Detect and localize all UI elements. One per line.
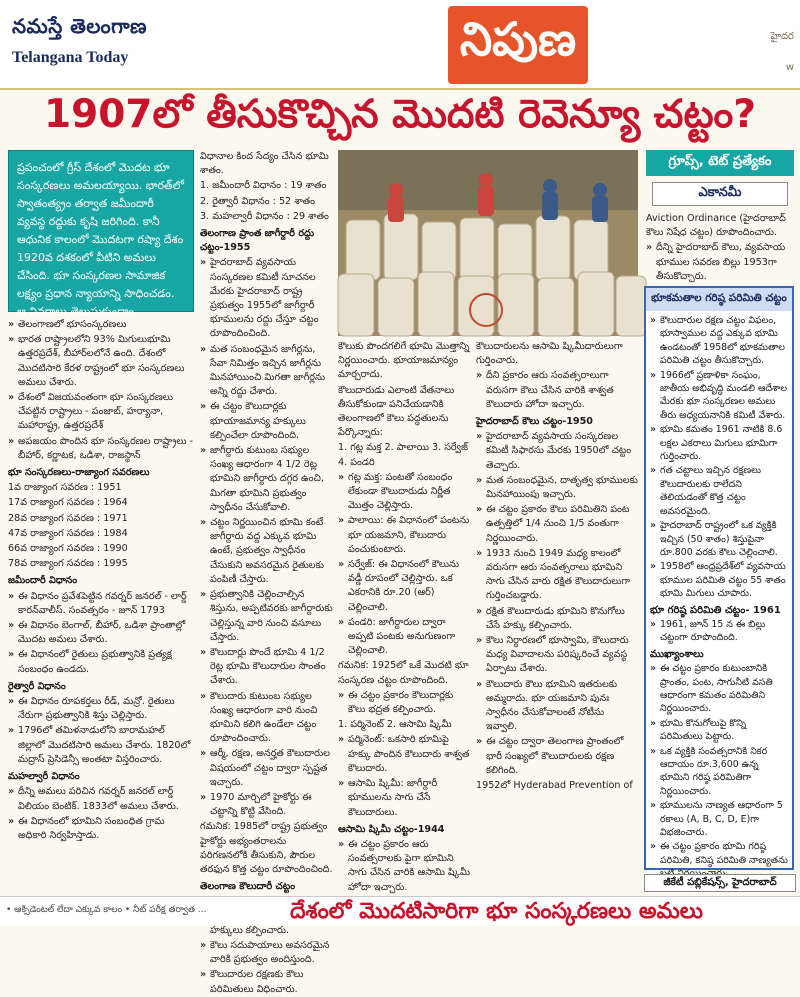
- list-item: » హక్కులు కల్పించారు.: [200, 895, 334, 938]
- publisher-credit: జీకేటీ పబ్లికేషన్స్, హైదరాబాద్: [644, 874, 796, 892]
- list-item: » 1958లో ఆంధ్రప్రదేశ్‌లో వ్యవసాయ భూముల పరిమితి చట్టం 55 శాతం భూమి మిగులు చూపారు.: [650, 560, 788, 600]
- list-item: » దీన్ని హైదరాబాద్ కౌలు, వ్యవసాయ భూముల సవరణ బిల్లు 1953గా తీసుకొచ్చారు.: [646, 241, 794, 284]
- photo-illustration: [338, 150, 638, 336]
- list-item: » కౌలుదార్లు పొందే భూమి 4 1/2 రెట్ల భూమి కౌలుదారుల సొంతం చేశారు.: [200, 646, 334, 689]
- list-item: » దీని ప్రకారం ఆరు సంవత్సరాలుగా వరుసగా కౌలు చేసిన వారికి శాశ్వత కౌలుదారు హోదా ఇచ్చారు.: [476, 369, 638, 412]
- list-item: » మత సంబంధమైన జాగీర్లను, సేవా నిమిత్తం ఇచ్చిన జాగీర్లను మినహాయించి మిగతా జాగీర్లను అన్ని రద్దు చేశారు.: [200, 343, 334, 400]
- list-item: » ఈ విధానం బెంగాల్, బీహార్, ఒడిశా ప్రాంతాల్లో మొదట అమలు చేశారు.: [8, 619, 194, 647]
- list-item: » దేశంలో విజయవంతంగా భూ సంస్కరణలు చేపట్టిన రాష్ట్రాలు - పంజాబ్, హర్యానా, మహారాష్ట్ర, ఉత్తరప్రదేశ్: [8, 391, 194, 434]
- paragraph: కౌలుదారుడు ఎలాంటి వేతనాలు తీసుకోకుండా పనిచేయడానికి తెలంగాణలో కౌలు పద్ధతులను పేర్కొన్నారు:: [338, 384, 455, 439]
- grain-sacks-photo: [338, 150, 638, 336]
- list-item: 66వ రాజ్యాంగ సవరణ : 1990: [8, 543, 128, 555]
- column-4: [476, 340, 638, 890]
- list-item: » ఈ చట్టం ప్రకారం కుటుంబానికి ప్రాంతం, పంట, సాగునీటి వసతి ఆధారంగా కమతం పరిమితిని నిర్ణయించారు.: [650, 662, 788, 716]
- groups-tet-tag: గ్రూప్స్, టెట్ ప్రత్యేకం: [646, 150, 794, 176]
- list-item: » భారత రాష్ట్రాలలోని 93% మిగులుభూమి ఉత్తరప్రదేశ్, బీహార్‌లలోనే ఉంది. దేశంలో మొదటిసారి కేరళ రాష్ట్రంలో భూ సంస్కరణలు అమలు చేశారు.: [8, 333, 194, 390]
- intro-box: ప్రపంచంలో గ్రీస్ దేశంలో మొదట భూ సంస్కరణలు అమలయ్యాయి. భారత్‌లో స్వాతంత్య్రం తర్వాత జమీందారీ వ్యవస్థ రద్దుకు కృషి జరిగింది. కానీ ఆధునిక కాలంలో మొదటగా రష్యా దేశం 1920వ దశకంలో వీటిని అమలు చేసింది. భూ సంస్కరణల సామాజిక లక్ష్యం ప్రధాన న్యాయాన్ని సాధించడం. ఆ వివరాలు తెలుసుకుందాం.: [8, 150, 194, 312]
- list-item: » ఈ విధానంలో రైతులు ప్రభుత్వానికి ప్రత్యక్ష సంబంధం ఉండదు.: [8, 648, 194, 676]
- nipuna-section-logo: నిపుణ: [448, 6, 588, 84]
- list-item: 2. రైత్వారీ విధానం : 52 శాతం: [200, 195, 315, 207]
- list-item: » 1966లో ప్రణాళికా సంఘం, జాతీయ అభివృద్ధి మండలి ఆదేశాల మేరకు భూ సంస్కరణల అమలు తీరు అధ్యయనానికి కమిటీ వేశారు.: [650, 369, 788, 423]
- list-item: » అపజయం పొందిన భూ సంస్కరణల రాష్ట్రాలు - బీహార్, కర్ణాటక, ఒడిశా, రాజస్థాన్: [8, 435, 194, 463]
- box-content: [646, 311, 792, 866]
- section-heading: రైత్వారీ విధానం: [8, 680, 66, 692]
- list-item: » కౌలుదారుల రక్షణకు కౌలు పరిమితులు విధించారు.: [200, 968, 334, 996]
- list-item: » కౌలుదారుల రక్షణ చట్టం విఫలం, భూస్వాముల వద్ద ఎక్కువ భూమి ఉండటంతో 1958లో భూకమతాల పరిమితి చట్టం తీసుకొచ్చారు.: [650, 314, 788, 368]
- list-item: » సర్వేజ్: ఈ విధానంలో కౌలును వడ్డీ రూపంలో చెల్లిస్తారు. ఒక ఎకరానికి రూ.20 (ఆర్) చెల్లించాలి.: [338, 558, 472, 615]
- list-item: » గత చట్టాలు ఇచ్చిన రక్షణలు కౌలుదారులకు రాలేదని తెలియడంతో కొత్త చట్టం అవసరమైంది.: [650, 464, 788, 518]
- list-item: » ఈ విధానం ప్రవేశపెట్టిన గవర్నర్ జనరల్ - లార్డ్ కారన్‌వాలీస్. సంవత్సరం - జూన్ 1793: [8, 590, 194, 618]
- right-top-text: [646, 212, 794, 282]
- list-item: » హైదరాబాద్ వ్యవసాయ సంస్కరణల కమిటీ సిఫారసు మేరకు 1950లో చట్టం తెచ్చారు.: [476, 430, 638, 473]
- masthead: [0, 0, 800, 90]
- list-item: » కౌలు నిర్ధారణలో భూస్వామి, కౌలుదారు మధ్య వివాదాలను పరిష్కరించే వ్యవస్థ ఏర్పాటు చేశారు.: [476, 634, 638, 677]
- list-item: » ఆర్మీ, రక్షణ, అనర్హత కౌలుదారుల విషయంలో చట్టం ద్వారా స్పష్టత ఇచ్చారు.: [200, 747, 334, 790]
- list-item: 28వ రాజ్యాంగ సవరణ : 1971: [8, 512, 128, 524]
- brand-telugu: నమస్తే తెలంగాణ: [12, 14, 148, 38]
- list-item: » దీన్ని అమలు పరిచిన గవర్నర్ జనరల్ లార్డ్ విలియం బెంటిక్. 1833లో అమలు చేశారు.: [8, 785, 194, 813]
- section-heading: జమీందారీ విధానం: [8, 575, 78, 587]
- brand-english: Telangana Today: [12, 49, 129, 66]
- column-1: [8, 318, 194, 888]
- list-item: » మత సంబంధమైన, దాతృత్వ భూములకు మినహాయింపు ఇచ్చారు.: [476, 474, 638, 502]
- paragraph: Aviction Ordinance (హైదరాబాద్ కౌలు నిషేధ చట్టం) రూపొందించారు.: [646, 213, 786, 239]
- list-item: » ఈ చట్టం ద్వారా తెలంగాణ ప్రాంతంలో భారీ సంఖ్యలో కౌలుదారులకు రక్షణ కలిగింది.: [476, 735, 638, 778]
- column-3: [338, 340, 472, 893]
- note: గమనిక: 1925లో ఒకే మొదటి భూ సంస్కరణ చట్టం రూపొందింది.: [338, 660, 469, 686]
- list-item: » ప్రభుత్వానికి చెల్లించాల్సిన శిస్తును, అప్పటివరకు జాగీర్దారుకు చెల్లిస్తున్న వారి నుంచి వసూలు చేస్తారు.: [200, 588, 334, 645]
- paragraph: 1. పర్మినెంట్ 2. ఆసామి ష్కిమీ: [338, 719, 452, 731]
- publication-brand: [12, 14, 147, 67]
- column-2: [200, 150, 334, 995]
- bottom-strip: [0, 896, 800, 925]
- list-item: 3. మహల్వారీ విధానం : 29 శాతం: [200, 210, 329, 222]
- list-item: » ఈ చట్టం ప్రకారం కౌలుదార్లకు కౌలు భద్రత కల్పించారు.: [338, 689, 472, 717]
- list-item: 1. జమీందారీ విధానం : 19 శాతం: [200, 180, 327, 192]
- list-item: » తెలంగాణలో భూసంస్కరణలు: [8, 318, 194, 332]
- list-item: » చట్టం నిర్ణయించిన భూమి కంటే జాగీర్దారు వద్ద ఎక్కువ భూమి ఉంటే, ప్రభుత్వం స్వాధీనం చేసుకుని అవసరమైన రైతులకు పంపిణీ చేస్తారు.: [200, 516, 334, 587]
- list-item: » హైదరాబాద్ వ్యవసాయ సంస్కరణల కమిటీ సూచనల మేరకు హైదరాబాద్ రాష్ట్ర ప్రభుత్వం 1955లో జాగీర్దారీ భూములను రద్దు చేస్తూ చట్టం రూపొందించింది.: [200, 256, 334, 341]
- paragraph: 1952లో Hyderabad Prevention of: [476, 780, 633, 792]
- list-item: » 1970 మార్చిలో హైకోర్టు ఈ చట్టాన్ని కొట్టి వేసింది.: [200, 791, 334, 819]
- economics-tag: ఎకానమీ: [652, 182, 788, 206]
- list-item: 47వ రాజ్యాంగ సవరణ : 1984: [8, 527, 128, 539]
- section-heading: మహల్వారీ విధానం: [8, 771, 80, 783]
- list-item: » హైదరాబాద్ రాష్ట్రంలో ఒక వ్యక్తికి ఇచ్చిన (50 శాతం) శిస్తుపైనా రూ.800 వరకు కౌలు చెల్లించాలి.: [650, 519, 788, 559]
- list-item: » కౌలుదారు కౌలు భూమిని ఇతరులకు అమ్మరాదు. భూ యజమాని పునః స్వాధీనం చేసుకోవాలంటే నోటీసు ఇవ్వాలి.: [476, 678, 638, 735]
- list-item: » కౌలు సదుపాయాలు అవసరమైన వారికి ప్రభుత్వం అందిస్తుంది.: [200, 939, 334, 967]
- section-heading: తెలంగాణ ప్రాంత జాగీర్దారీ రద్దు చట్టం-1955: [200, 228, 315, 254]
- section-heading: తెలంగాణ కౌలుదారీ చట్టం: [200, 881, 296, 893]
- list-item: » 1933 నుంచి 1949 మధ్య కాలంలో వరుసగా ఆరు సంవత్సరాలు భూమిని సాగు చేసిన వారు రక్షిత కౌలుదారులుగా గుర్తించబడ్డారు.: [476, 547, 638, 604]
- paragraph: కౌలుకు పొందగలిగే భూమి మొత్తాన్ని నిర్ణయించారు. భూయాజమాన్యం మార్చరాదు.: [338, 341, 470, 381]
- list-item: » ఈ చట్టం ప్రకారం ఆరు సంవత్సరాలకు పైగా భూమిని సాగు చేసిన వారికి ఆసామి ష్కిమీ హోదా ఇచ్చారు.: [338, 838, 472, 895]
- list-item: » 1796లో తమిళనాడులోని బారామహల్ జిల్లాలో మొదటిసారి అమలు చేశారు. 1820లో మద్రాస్ ప్రెసిడెన్సీ అంతటా విస్తరించారు.: [8, 724, 194, 767]
- list-item: » భూమి కొనుగోలుపై కొన్ని పరిమితులు పెట్టారు.: [650, 717, 788, 744]
- note: గమనిక: 1985లో రాష్ట్ర ప్రభుత్వం హైకోర్టు అభ్యంతరాలను పరిగణనలోకి తీసుకుని, పౌరుల తరఫున కొత్త చట్టం రూపొందించింది.: [200, 821, 333, 875]
- header-right-text: హైదర: [770, 31, 794, 42]
- box-title: భూకమతాల గరిష్ఠ పరిమితి చట్టం: [646, 288, 792, 311]
- list-item: 17వ రాజ్యాంగ సవరణ : 1964: [8, 497, 128, 509]
- bottom-small-text: • ఆక్సిడెంటల్ లేదా ఎక్కువ కాలం • నీట్ పరీక్ష తర్వాత ...: [6, 905, 207, 915]
- list-item: » ఈ చట్టం ప్రకారం భూమి గరిష్ఠ పరిమితి, కనిష్ఠ పరిమితి నాణ్యతను: [650, 840, 788, 880]
- header-right-text-2: w: [785, 62, 794, 73]
- list-item: » ఈ చట్టం ప్రకారం కౌలు పరిమితిని పంట ఉత్పత్తిలో 1/4 నుంచి 1/5 వంతుగా నిర్ణయించారు.: [476, 503, 638, 546]
- list-item: » రక్షిత కౌలుదారుడు భూమిని కొనుగోలు చేసే హక్కు కల్పించారు.: [476, 605, 638, 633]
- list-item: » పండరి: జాగీర్దారుల ద్వారా అప్పటి పంటకు అనుగుణంగా చెల్లించాలి.: [338, 616, 472, 659]
- section-heading: ఆసామి ష్కిమీ చట్టం-1944: [338, 823, 445, 835]
- list-item: » భూమి కమతం 1961 నాటికి 8.6 లక్షల ఎకరాలు మిగులు భూమిగా గుర్తించారు.: [650, 423, 788, 463]
- list-item: » ఒక వ్యక్తికి సంవత్సరానికి నికర ఆదాయం రూ.3,600 ఉన్న భూమిని గరిష్ఠ పరిమితిగా నిర్ణయించారు.: [650, 745, 788, 799]
- paragraph: కౌలుదారులను ఆసామి ష్కిమీదారులుగా గుర్తించారు.: [476, 341, 623, 367]
- list-item: » ఈ విధానం రూపకర్తలు రీడ్, మన్రో. రైతులు నేరుగా ప్రభుత్వానికి శిస్తు చెల్లిస్తారు.: [8, 695, 194, 723]
- section-heading: హైదరాబాద్ కౌలు చట్టం-1950: [476, 416, 593, 428]
- ceiling-act-box: [644, 286, 794, 870]
- list-item: » జాగీర్దారు కుటుంబ సభ్యుల సంఖ్య ఆధారంగా 4 1/2 రెట్ల భూమిని జాగీర్దారు దగ్గర ఉంచి, మిగతా భూమిని ప్రభుత్వం స్వాధీనం చేసుకోవాలి.: [200, 444, 334, 515]
- list-item: » ఆసామి ష్కిమీ: జాగీర్దారీ భూములను సాగు చేసే కౌలుదారులు.: [338, 777, 472, 820]
- list-item: » ఈ విధానంలో భూమిని సంబంధిత గ్రామ అధికారి నిర్వహిస్తాడు.: [8, 815, 194, 843]
- section-heading: భూ గరిష్ఠ పరిమితి చట్టం- 1961: [650, 604, 781, 616]
- list-item: » పాలాయి: ఈ విధానంలో పంటను భూ యజమాని, కౌలుదారు పంచుకుంటారు.: [338, 514, 472, 557]
- list-item: » భూములను నాణ్యత ఆధారంగా 5 రకాలు (A, B, C, D, E)గా విభజించారు.: [650, 799, 788, 839]
- list-item: 1వ రాజ్యాంగ సవరణ : 1951: [8, 482, 122, 494]
- list-item: » కౌలుదారు కుటుంబ సభ్యుల సంఖ్య ఆధారంగా వారి నుంచి భూమిని కలిగి ఉండేలా చట్టం రూపొందించారు.: [200, 690, 334, 747]
- list-item: » పర్మినెంట్: ఒకసారి భూమిపై హక్కు పొందిన కౌలుదారు శాశ్వత కౌలుదారు.: [338, 733, 472, 776]
- paragraph: 1. గట్ల మక్త 2. పాలాయి 3. సర్వేజ్ 4. పండరి: [338, 442, 469, 468]
- paragraph: విధానాల కింద సేద్యం చేసిన భూమి శాతం.: [200, 151, 329, 177]
- list-item: » 1961, జూన్ 15 న ఈ బిల్లు చట్టంగా రూపొందింది.: [650, 618, 788, 645]
- bottom-next-headline: దేశంలో మొదటిసారిగా భూ సంస్కరణలు అమలు: [290, 899, 703, 924]
- section-heading: భూ సంస్కరణలు-రాజ్యాంగ సవరణలు: [8, 467, 150, 479]
- list-item: » గట్ల మక్త: పంటతో సంబంధం లేకుండా కౌలుదారుడు నిర్ణీత మొత్తం చెల్లిస్తారు.: [338, 471, 472, 514]
- section-heading: ముఖ్యాంశాలు: [650, 648, 704, 660]
- list-item: 78వ రాజ్యాంగ సవరణ : 1995: [8, 558, 128, 570]
- page-headline: 1907లో తీసుకొచ్చిన మొదటి రెవెన్యూ చట్టం?: [44, 92, 756, 137]
- list-item: » ఈ చట్టం కౌలుదార్లకు భూయాజమాన్య హక్కులు కల్పించేలా రూపొందింది.: [200, 400, 334, 443]
